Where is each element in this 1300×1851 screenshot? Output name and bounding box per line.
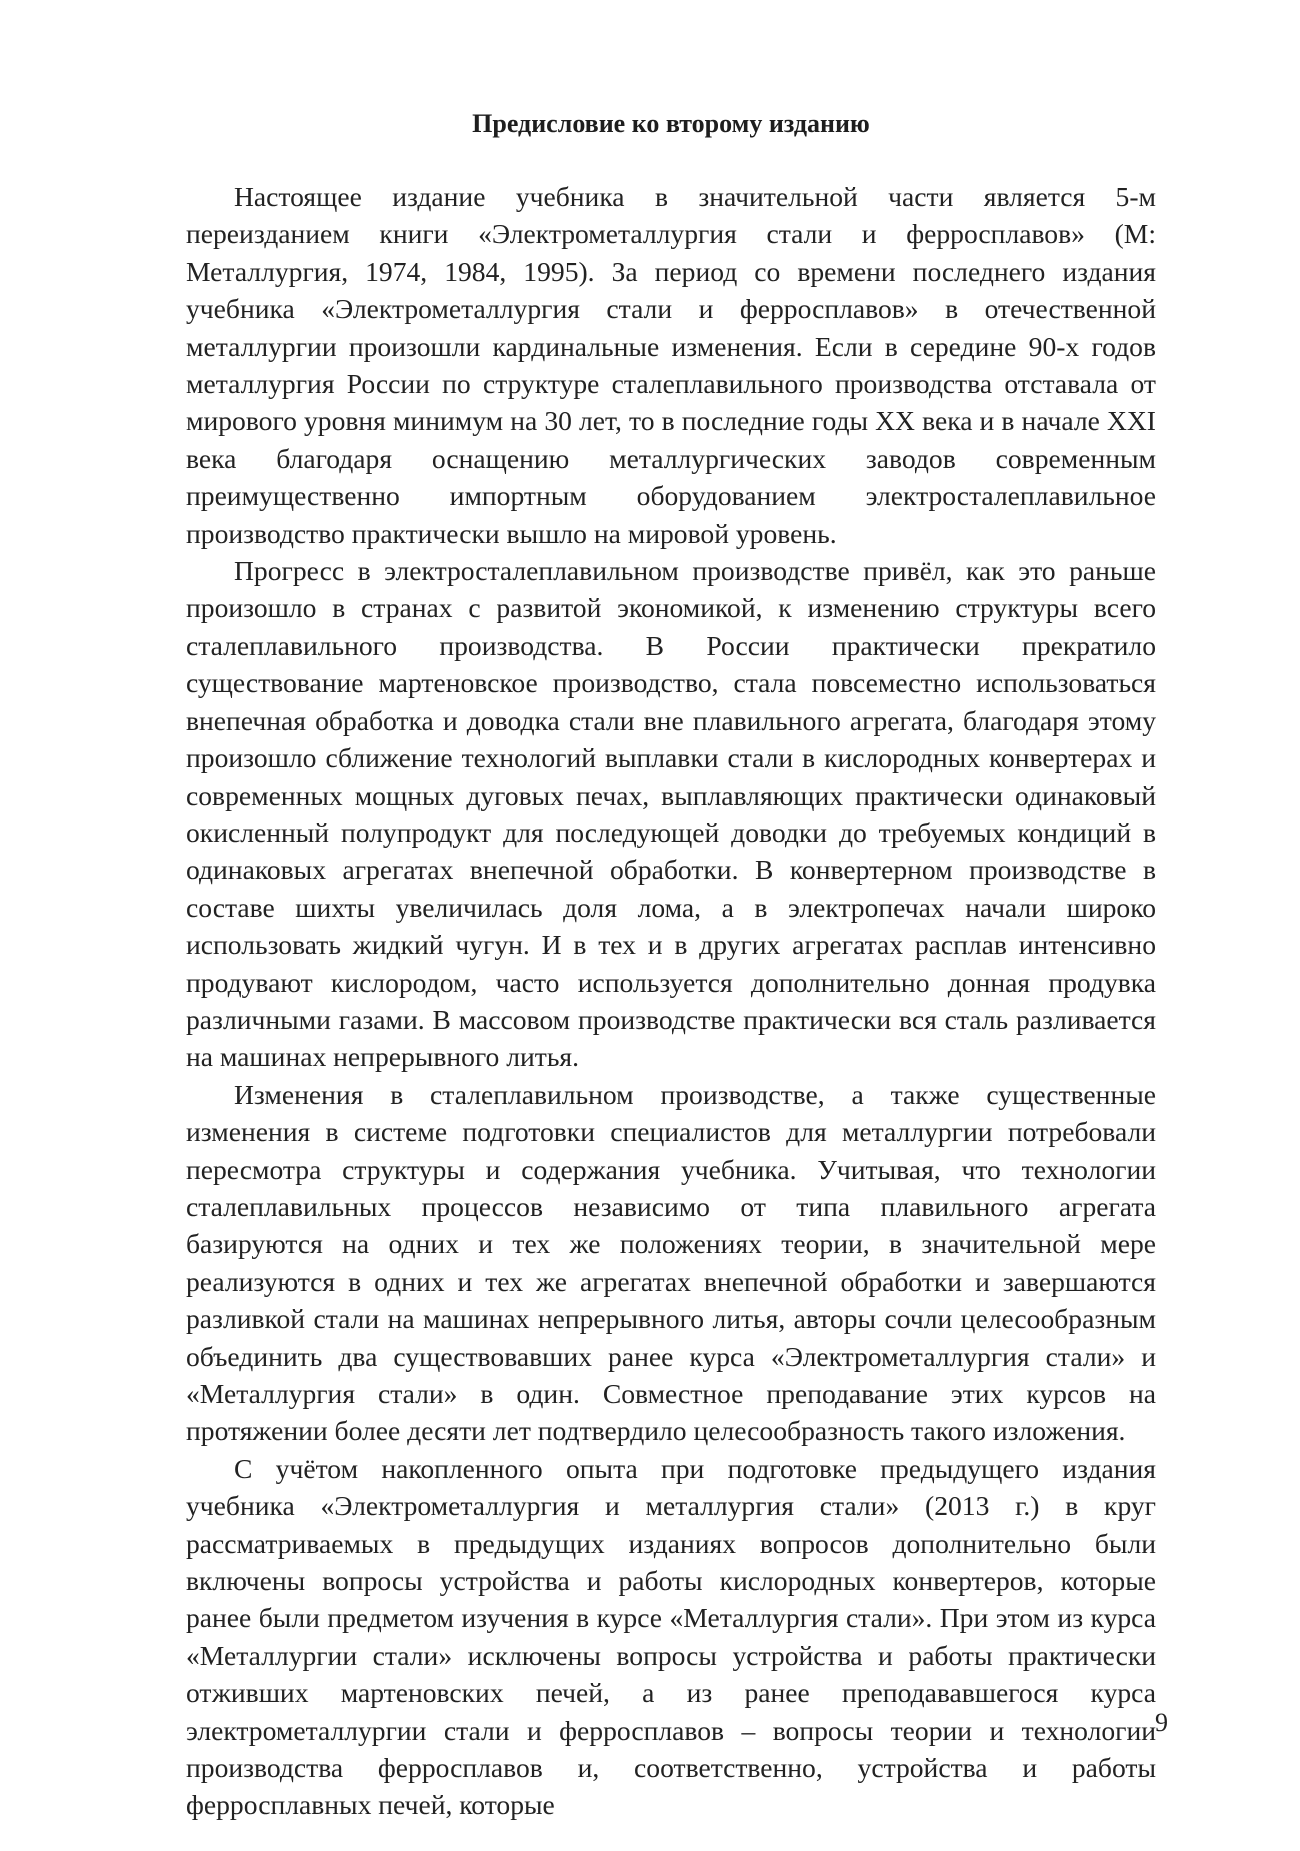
paragraph-1: Настоящее издание учебника в значительной части является 5-м переизданием книги «Электрометаллургия стали и ферросплавов» (М: Металлургия, 1974, 1984, 1995). За период со времени последнего издания учебника «Электрометаллургия стали и ферросплавов» в отечественной металлургии произошли кардинальные изменения. Если в середине 90-х годов металлургия России по структуре сталеплавильного производства отставала от мирового уровня минимум на 30 лет, то в последние годы XX века и в начале XXI века благодаря оснащению металлургических заводов современным преимущественно импортным оборудованием электросталеплавильное производство практически вышло на мировой уровень.	[186, 181, 1156, 549]
paragraph-4: С учётом накопленного опыта при подготовке предыдущего издания учебника «Электрометаллургия и металлургия стали» (2013 г.) в круг рассматриваемых в предыдущих изданиях вопросов дополнительно были включены вопросы устройства и работы кислородных конвертеров, которые ранее были предметом изучения в курсе «Металлургия стали». При этом из курса «Металлургии стали» исключены вопросы устройства и работы практически отживших мартеновских печей, а из ранее преподававшегося курса электрометаллургии стали и ферросплавов – вопросы теории и технологии производства ферросплавов и, соответственно, устройства и работы ферросплавных печей, которые	[186, 1452, 1156, 1821]
paragraph-2: Прогресс в электросталеплавильном производстве привёл, как это раньше произошло в странах с развитой экономикой, к изменению структуры всего сталеплавильного производства. В России практически прекратило существование мартеновское производство, стала повсеместно использоваться внепечная обработка и доводка стали вне плавильного агрегата, благодаря этому произошло сближение технологий выплавки стали в кислородных конвертерах и современных мощных дуговых печах, выплавляющих практически одинаковый окисленный полупродукт для последующей доводки до требуемых кондиций в одинаковых агрегатах внепечной обработки. В конвертерном производстве в составе шихты увеличилась доля лома, а в электропечах начали широко использовать жидкий чугун. И в тех и в других агрегатах расплав интенсивно продувают кислородом, часто используется дополнительно донная продувка различными газами. В массовом производстве практически вся сталь разливается на машинах непрерывного литья.	[186, 555, 1156, 1073]
page-number: 9	[1155, 1708, 1168, 1737]
page-title: Предисловие ко второму изданию	[472, 109, 870, 138]
body-text	[186, 178, 1156, 1824]
paragraph-3: Изменения в сталеплавильном производстве, а также существенные изменения в системе подготовки специалистов для металлургии потребовали пересмотра структуры и содержания учебника. Учитывая, что технологии сталеплавильных процессов независимо от типа плавильного агрегата базируются на одних и тех же положениях теории, в значительной мере реализуются в одних и тех же агрегатах внепечной обработки и завершаются разливкой стали на машинах непрерывного литья, авторы сочли целесообразным объединить два существовавших ранее курса «Электрометаллургия стали» и «Металлургия стали» в один. Совместное преподавание этих курсов на протяжении более десяти лет подтвердило целесообразность такого изложения.	[186, 1078, 1156, 1447]
